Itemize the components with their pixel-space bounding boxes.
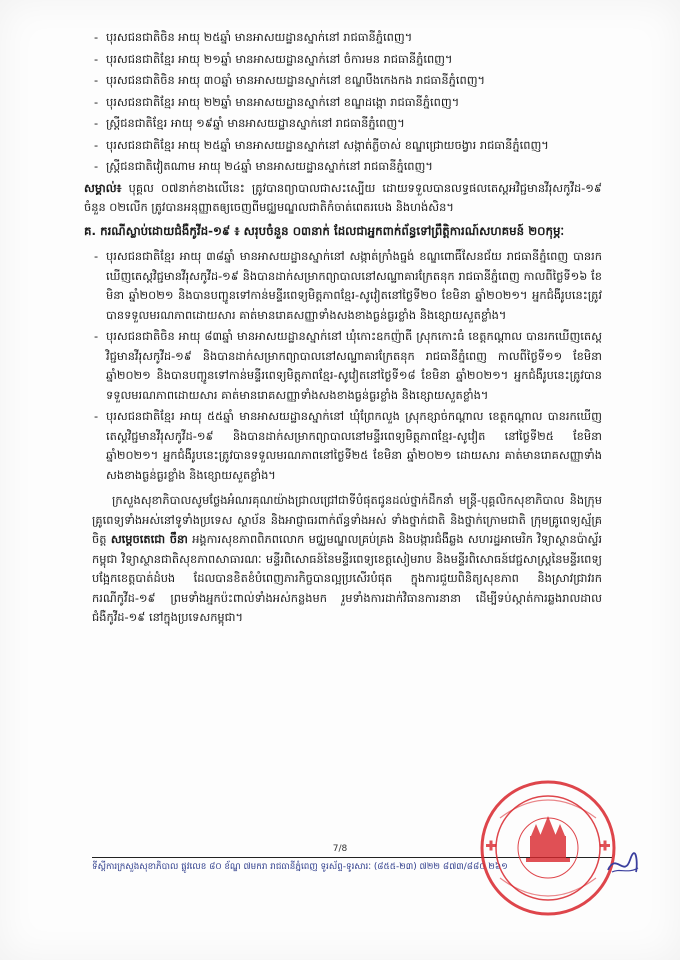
signature-icon: [602, 842, 642, 882]
document-body: [84, 28, 603, 639]
note-paragraph: [84, 179, 602, 218]
closing-paragraph: [92, 491, 602, 628]
recovered-cases-list: [92, 28, 602, 177]
list-item: - បុរសជនជាតិចិន អាយុ ៨៣ឆ្នាំ មានអាសយដ្ឋានស្នាក់នៅ ឃុំកោះ​ឧកញ៉ាតី ស្រុកកោះធំ ខេត្តកណ្តាល បានរកឃើញតេស្តវិជ្ជមានវីរុសកូវីដ-១៩ និងបានដាក់សម្រាកព្យាបាលនៅសណ្ឋាគារក្រែតនុក រាជធានីភ្នំពេញ កាលពីថ្ងៃទី១១ ខែមិនា ឆ្នាំ២០២១ និងបានបញ្ជូនទៅកាន់មន្ទីរពេទ្យមិត្តភាពខ្មែរ-សូវៀតនៅថ្ងៃទី១៨ ខែមិនា ឆ្នាំ២០២១។ អ្នកជំងឺរូបនេះត្រូវបានទទួលមរណភាពដោយសារ គាត់មានរោគសញ្ញាទាំងសងខាងធ្ងន់ធ្ងរខ្លាំង និងខ្សោយសួតខ្លាំង។: [92, 327, 602, 405]
list-item: - បុរសជនជាតិចិន អាយុ ៣០ឆ្នាំ មានអាសយដ្ឋានស្នាក់នៅ ខណ្ឌបឹងកេងកង រាជធានីភ្នំពេញ។: [92, 71, 602, 91]
note-text: បុគ្គល ០៧នាក់ខាងលើនេះ ត្រូវបានព្យាបាលជាសះស្បើយ ដោយទទួលបានលទ្ធផលតេស្តអវិជ្ជមានវីរុសកូវីដ-១៩ ចំនួន ០២លើក ត្រូវបានអនុញ្ញាតឲ្យចេញពីមជ្ឈមណ្ឌលជាតិកំចាត់ពេតរបេង និងហង់សិន។: [84, 180, 602, 214]
page-number: 7/8: [332, 844, 348, 854]
list-item: - បុរសជនជាតិខ្មែរ អាយុ ២២ឆ្នាំ មានអាសយដ្ឋានស្នាក់នៅ ខណ្ឌដង្កោ រាជធានីភ្នំពេញ។: [92, 93, 602, 113]
list-item: - បុរសជនជាតិខ្មែរ អាយុ ៥៥ឆ្នាំ មានអាសយដ្ឋានស្នាក់នៅ ឃុំព្រែកលួង ស្រុកខ្សាច់កណ្តាល ខេត្តកណ្តាល បានរកឃើញតេស្តវិជ្ជមានវីរុសកូវីដ-១៩ និងបានដាក់សម្រាកព្យាបាលនៅមន្ទីរពេទ្យមិត្តភាពខ្មែរ-សូវៀត នៅថ្ងៃទី២៥ ខែមិនា ឆ្នាំ២០២១។ អ្នកជំងឺរូបនេះត្រូវបានទទួលមរណភាពនៅថ្ងៃទី២៥ ខែមិនា ឆ្នាំ២០២១ ដោយសារ គាត់មានរោគសញ្ញាទាំងសងខាងធ្ងន់ធ្ងរខ្លាំង និងខ្សោយសួតខ្លាំង។: [92, 407, 602, 485]
note-label: សម្គាល់៖: [84, 180, 122, 195]
closing-text-1: ក្រសួងសុខាភិបាលសូមថ្លែងអំណរគុណយ៉ាងជ្រាលជ្រៅជាទីបំផុតជូនដល់ថ្នាក់ដឹកនាំ មន្ត្រី-បុគ្គលិកសុខាភិបាល និងក្រុមគ្រូពេទ្យទាំងអស់នៅទូទាំងប្រទេស ស្ថាប័ន និងអាជ្ញាធរពាក់ព័ន្ធទាំងអស់ ទាំងថ្នាក់ជាតិ និងថ្នាក់ក្រោមជាតិ ក្រុមគ្រូពេទ្យស្ម័គ្រចិត្ត: [92, 493, 602, 546]
official-stamp-icon: [478, 778, 618, 918]
section-heading-deaths: គ. ករណីស្លាប់ដោយជំងឺកូវីដ-១៩ ៖ សរុបចំនួន ០៣នាក់ ដែលជាអ្នកពាក់ព័ន្ធទៅព្រឹត្តិការណ៍សហគមន៍ ២០កុម្ភៈ: [84, 223, 565, 238]
list-item: - បុរសជនជាតិចិន អាយុ ២៥ឆ្នាំ មានអាសយដ្ឋានស្នាក់នៅ រាជធានីភ្នំពេញ។: [92, 28, 602, 48]
list-item: - បុរសជនជាតិខ្មែរ អាយុ ២៥ឆ្នាំ មានអាសយដ្ឋានស្នាក់នៅ សង្កាត់ភ្លីចាស់ ខណ្ឌជ្រោយចង្វារ រាជធានីភ្នំពេញ។: [92, 136, 602, 156]
list-item: - បុរសជនជាតិខ្មែរ អាយុ ២១ឆ្នាំ មានអាសយដ្ឋានស្នាក់នៅ ចំការមន រាជធានីភ្នំពេញ។: [92, 50, 602, 70]
death-cases-list: [92, 247, 602, 485]
list-item: - ស្ត្រីជនជាតិវៀតណាម អាយុ ២៤ឆ្នាំ មានអាសយដ្ឋានស្នាក់នៅ រាជធានីភ្នំពេញ។: [92, 157, 602, 177]
closing-text-2: អង្គការសុខភាពពិភពលោក មជ្ឈមណ្ឌលគ្រប់គ្រង និងបង្ការជំងឺឆ្លង សហរដ្ឋអាមេរិក វិទ្យាស្ថានប៉ាស្ទ័រកម្ពុជា វិទ្យាស្ថានជាតិសុខភាពសាធារណៈ មន្ទីរពិសោធន៍នៃមន្ទីរពេទ្យខេត្តសៀមរាប និងមន្ទីរពិសោធន៍វេជ្ជសាស្ត្រនៃមន្ទីរពេទ្យបង្អែកខេត្តបាត់ដំបង ដែលបានខិតខំបំពេញភារកិច្ចបានល្អប្រសើរបំផុត ក្នុងការជួយពិនិត្យសុខភាព និងស្រាវជ្រាវរកករណីកូវីដ-១៩ ព្រមទាំងអ្នកប៉ះពាល់ទាំងអស់កន្លងមក រួមទាំងការដាក់វិធានការនានា ដើម្បីទប់ស្កាត់ការឆ្លងរាលដាលជំងឺកូវីដ-១៩ នៅក្នុងប្រទេសកម្ពុជា។: [92, 532, 603, 624]
list-item: - ស្ត្រីជនជាតិខ្មែរ អាយុ ១៩ឆ្នាំ មានអាសយដ្ឋានស្នាក់នៅ រាជធានីភ្នំពេញ។: [92, 114, 602, 134]
footer-address: ទីស្តីការក្រសួងសុខាភិបាល ផ្លូវលេខ ៨០ ខ័ណ្ឌ ៧មករា រាជធានីភ្នំពេញ ទូរស័ព្ទ-ទូរសារៈ (៨៥៥-២៣) ៧២២ ៨៧៣/៨៨០ ២៦១: [92, 862, 508, 872]
list-item: - បុរសជនជាតិខ្មែរ អាយុ ៣៨ឆ្នាំ មានអាសយដ្ឋានស្នាក់នៅ សង្កាត់ក្រាំងធ្នង់ ខណ្ឌពោធិ៍សែនជ័យ រាជធានីភ្នំពេញ បានរកឃើញតេស្តវិជ្ជមានវីរុសកូវីដ-១៩ និងបានដាក់សម្រាកព្យាបាលនៅសណ្ឋាគារក្រែតនុក រាជធានីភ្នំពេញ កាលពីថ្ងៃទី១៦ ខែមិនា ឆ្នាំ២០២១ និងបានបញ្ជូនទៅកាន់មន្ទីរពេទ្យមិត្តភាពខ្មែរ-សូវៀតនៅថ្ងៃទី២០ ខែមិនា ឆ្នាំ២០២១។ អ្នកជំងឺរូបនេះត្រូវបានទទួលមរណភាពដោយសារ គាត់មានរោគសញ្ញាទាំងសងខាងធ្ងន់ធ្ងរខ្លាំង និងខ្សោយសួតខ្លាំង។: [92, 247, 602, 325]
closing-bold-name: សម្តេចតេជោ ចឹនា: [110, 532, 188, 546]
